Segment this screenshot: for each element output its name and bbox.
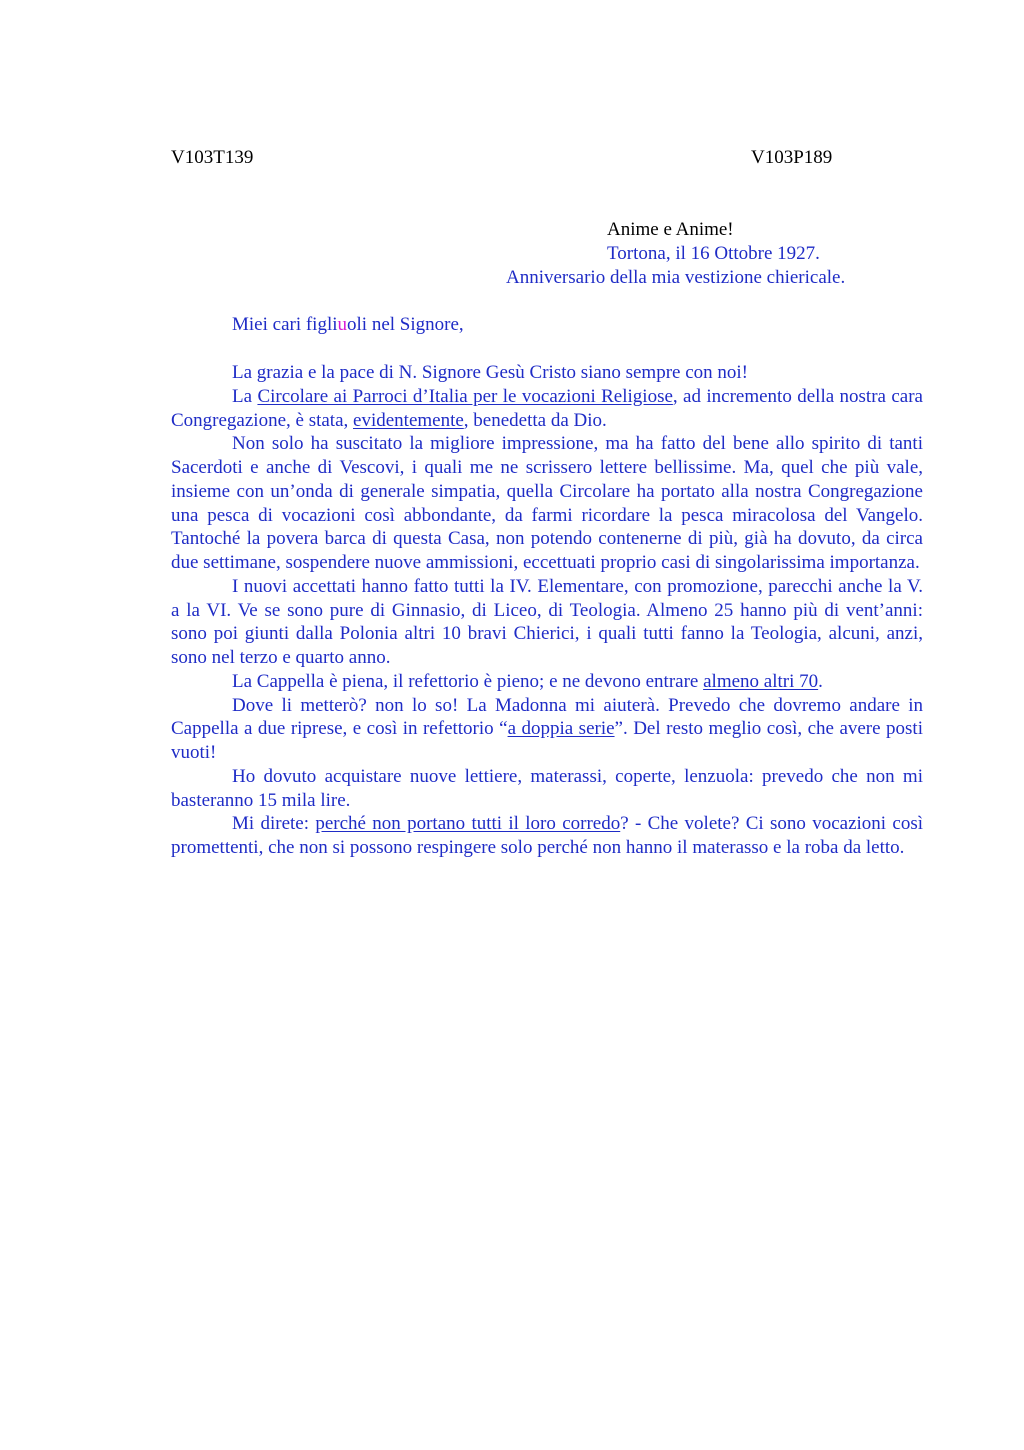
paragraph-corredo-text-1: Mi direte:: [232, 813, 316, 835]
heading-date: Tortona, il 16 Ottobre 1927.: [607, 243, 820, 264]
letter-body: [171, 361, 923, 860]
paragraph-corredo-text-2: ? - Che volete? Ci sono vocazioni così promettenti, che non si possono respingere solo perché non hanno il materasso e la roba da letto.: [171, 813, 923, 858]
paragraph-where-text-1: Dove li metterò? non lo so! La Madonna mi aiuterà. Prevedo che dovremo andare in Cappella a due riprese, e così in refettorio “: [171, 694, 923, 740]
salutation: [232, 313, 464, 337]
corredo-question-underlined: perché non portano tutti il loro corredo: [315, 813, 621, 835]
salutation-highlight: u: [337, 314, 348, 335]
heading-anniversary: Anniversario della mia vestizione chiericale.: [506, 267, 846, 288]
circolare-title-underlined: Circolare ai Parroci d’Italia per le vocazioni Religiose: [257, 385, 673, 407]
paragraph-circolare-text-3: , benedetta da Dio.: [463, 409, 607, 431]
paragraph-chapel-full: [171, 670, 923, 694]
paragraph-chapel-text-2: .: [818, 670, 823, 692]
paragraph-where-text-2: ”. Del resto meglio così, che avere posti vuoti!: [171, 718, 923, 763]
almeno-altri-70-underlined: almeno altri 70: [703, 670, 819, 692]
paragraph-chapel-text-1: La Cappella è piena, il refettorio è pieno; e ne devono entrare: [232, 670, 704, 692]
salutation-part-1: Miei cari figli: [232, 314, 338, 335]
paragraph-circolare-text-2: , ad incremento della nostra cara Congregazione, è stata,: [171, 385, 923, 431]
heading-motto: Anime e Anime!: [607, 219, 734, 240]
evidentemente-underlined: evidentemente: [353, 409, 464, 431]
salutation-part-2: oli nel Signore,: [347, 314, 464, 335]
document-code-right: V103P189: [751, 147, 833, 168]
paragraph-purchases: Ho dovuto acquistare nuove lettiere, materassi, coperte, lenzuola: prevedo che non mi basteranno 15 mila lire.: [171, 765, 923, 811]
paragraph-greeting: La grazia e la pace di N. Signore Gesù Cristo siano sempre con noi!: [232, 362, 749, 383]
paragraph-corredo: [171, 812, 923, 860]
paragraph-impression: Non solo ha suscitato la migliore impressione, ma ha fatto del bene allo spirito di tanti Sacerdoti e anche di Vescovi, i quali me ne scrissero lettere bellissime. Ma, quel che più vale, insieme con un’onda di generale simpatia, quella Circolare ha portato alla nostra Congregazione una pesca di vocazioni così abbondante, da farmi ricordare la pesca miracolosa del Vangelo. Tantoché la povera barca di questa Casa, non potendo contenerne di più, già ha dovuto, da circa due settimane, sospendere nuove ammissioni, eccettuati proprio casi di singolarissima importanza.: [171, 433, 923, 573]
paragraph-where-to-put: [171, 694, 923, 765]
doppia-serie-underlined: a doppia serie: [507, 718, 615, 740]
letter-heading: [504, 218, 924, 290]
paragraph-circolare-text-1: La: [232, 385, 258, 407]
paragraph-new-accepted: I nuovi accettati hanno fatto tutti la IV. Elementare, con promozione, parecchi anche la V. a la VI. Ve se sono pure di Ginnasio, di Liceo, di Teologia. Almeno 25 hanno più di vent’anni: sono poi giunti dalla Polonia altri 10 bravi Chierici, i quali tutti fanno la Teologia, alcuni, anzi, sono nel terzo e quarto anno.: [171, 575, 923, 668]
paragraph-circolare: [171, 385, 923, 433]
document-code-left: V103T139: [171, 147, 254, 168]
